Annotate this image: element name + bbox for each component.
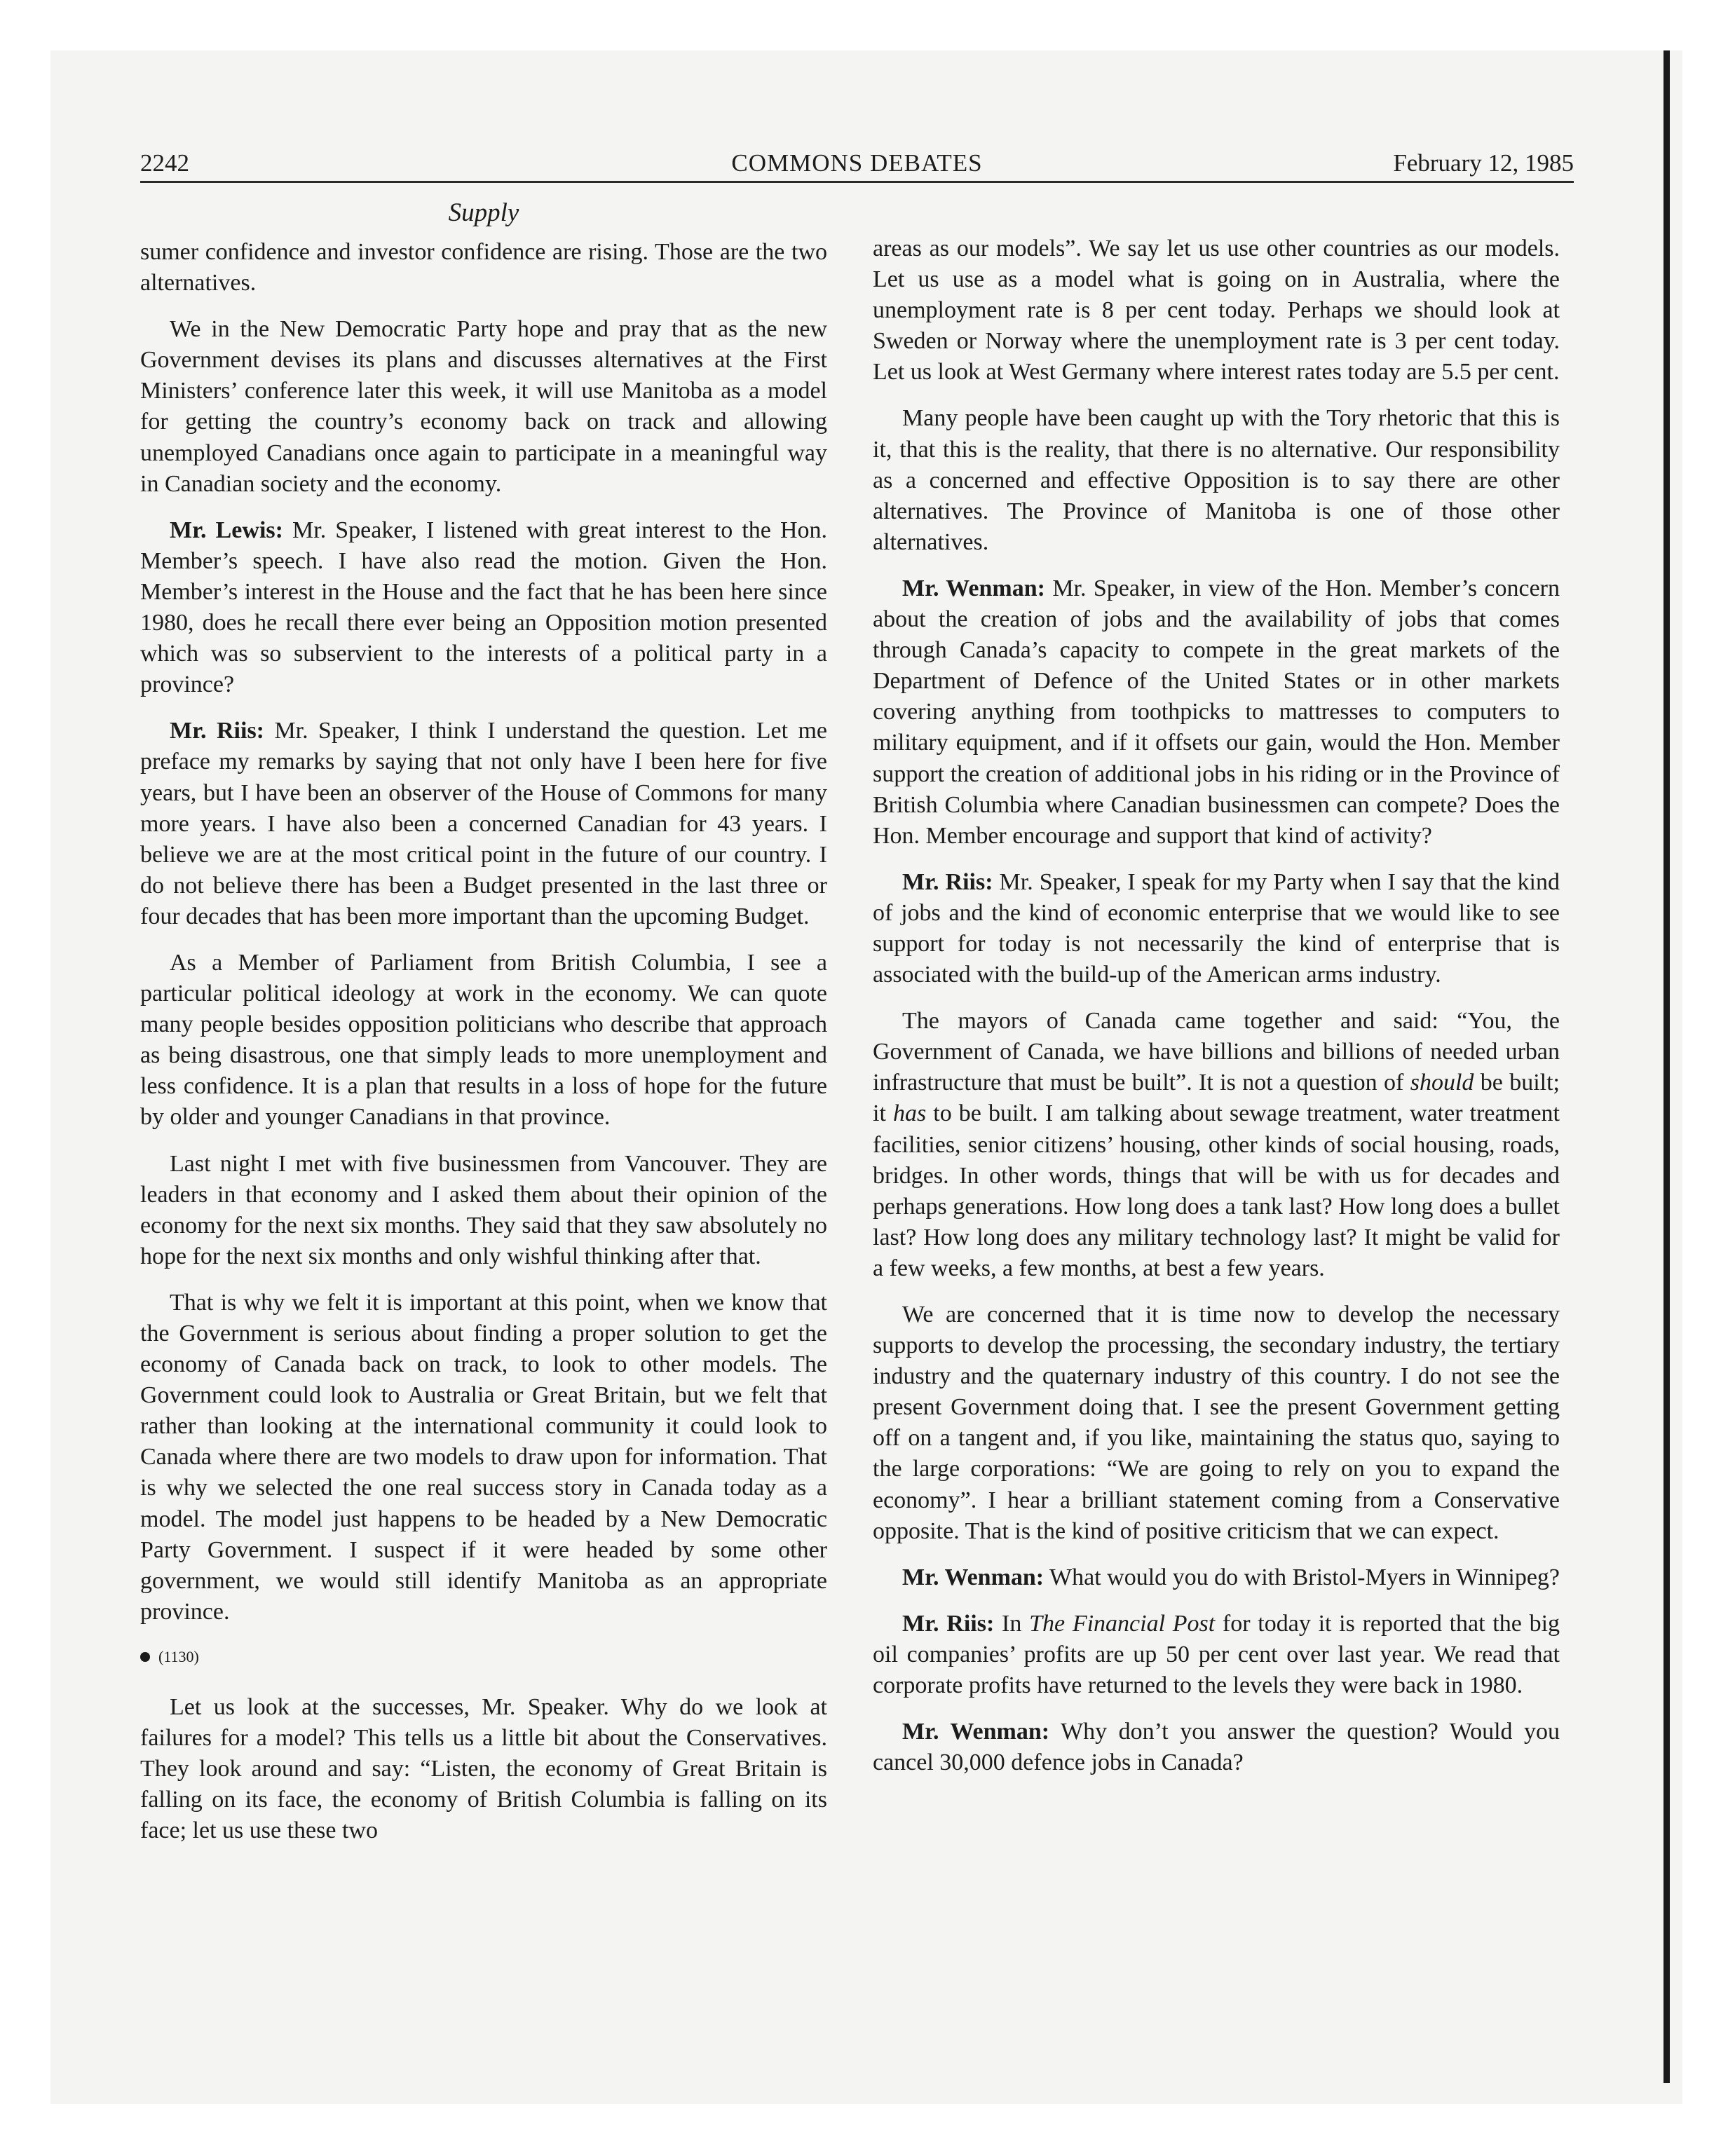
scan-edge-shadow xyxy=(1663,50,1670,2083)
header-rule xyxy=(140,181,1574,183)
text-run: The mayors of Canada came together and said: “You, the Government of Canada, we have billions and billions of needed urban infrastructure that must be built”. It is not a question of xyxy=(873,1008,1560,1096)
speech-text: Why don’t you answer the question? Would you cancel 30,000 defence jobs in Canada? xyxy=(873,1719,1560,1776)
speech-paragraph xyxy=(140,515,827,701)
speech-paragraph xyxy=(873,573,1560,852)
paragraph: As a Member of Parliament from British Columbia, I see a particular political ideology at work in the economy. We can quote many people besides opposition politicians who describe that approach as being disastrous, one that simply leads to more unemployment and less confidence. It is a plan that results in a loss of hope for the future by older and younger Canadians in that province. xyxy=(140,949,827,1131)
speech-text: Mr. Speaker, I listened with great interest to the Hon. Member’s speech. I have also read the motion. Given the Hon. Member’s interest in the House and the fact that he has been here since 1980, does he recall there ever being an Opposition motion presented which was so subservient to the interests of a political party in a province? xyxy=(140,517,828,698)
paragraph: We in the New Democratic Party hope and pray that as the new Government devises its plans and discusses alternatives at the First Ministers’ conference later this week, it will use Manitoba as a model for getting the country’s economy back on track and allowing unemployed Canadians once again to participate in a meaningful way in Canadian society and the economy. xyxy=(140,316,827,497)
paragraph: sumer confidence and investor confidence are rising. Those are the two alternatives. xyxy=(140,239,827,296)
speaker-name: Mr. Wenman: xyxy=(902,1719,1050,1745)
paragraph: areas as our models”. We say let us use other countries as our models. Let us use as a model what is going on in Australia, where the unemployment rate is 8 per cent today. Perhaps we should look at Sweden or Norway where the unemployment rate is 3 per cent today. Let us look at West Germany where interest rates today are 5.5 per cent. xyxy=(873,236,1560,386)
speech-paragraph xyxy=(873,1717,1560,1778)
left-column xyxy=(140,237,827,1862)
speech-paragraph xyxy=(140,716,827,932)
speech-paragraph xyxy=(873,1562,1560,1593)
paragraph: Last night I met with five businessmen from Vancouver. They are leaders in that economy and I asked them about their opinion of the economy for the next six months. They said that they saw absolutely no hope for the next six months and only wishful thinking after that. xyxy=(140,1150,827,1269)
page-number: 2242 xyxy=(140,149,189,177)
emphasis: has xyxy=(892,1100,927,1127)
text-run: to be built. I am talking about sewage treatment, water treatment facilities, senior citizens’ housing, other kinds of social housing, roads, bridges. In other words, things that will be with us for decades and perhaps generations. How long does a tank last? How long does a bullet last? How long does any military technology last? It might be valid for a few weeks, a few months, at best a few years. xyxy=(873,1100,1560,1281)
bullet-icon xyxy=(140,1652,150,1662)
page-header xyxy=(140,142,1574,184)
header-date: February 12, 1985 xyxy=(1393,149,1574,177)
section-heading: Supply xyxy=(448,198,519,227)
publication-name: The Financial Post xyxy=(1029,1610,1216,1637)
paragraph: Many people have been caught up with the Tory rhetoric that this is it, that this is the reality, that there is no alternative. Our responsibility as a concerned and effective Opposition is to say there are other alternatives. The Province of Manitoba is one of those other alternatives. xyxy=(873,405,1560,555)
speech-text: What would you do with Bristol-Myers in Winnipeg? xyxy=(1049,1564,1560,1590)
timestamp: (1130) xyxy=(158,1647,199,1665)
speaker-name: Mr. Riis: xyxy=(902,868,993,895)
speaker-name: Mr. Riis: xyxy=(170,718,264,744)
right-column xyxy=(873,233,1560,1794)
speaker-name: Mr. Lewis: xyxy=(170,517,283,543)
paragraph xyxy=(873,1006,1560,1284)
paragraph: Let us look at the successes, Mr. Speaker. Why do we look at failures for a model? This tells us a little bit about the Conservatives. They look around and say: “Listen, the economy of Great Britain is falling on its face, the economy of British Columbia is falling on its face; let us use these two xyxy=(140,1693,827,1844)
text-run: In xyxy=(1002,1610,1030,1637)
publication-title: COMMONS DEBATES xyxy=(731,149,983,177)
text-run: be built; it xyxy=(873,1070,1560,1127)
speech-text: Mr. Speaker, I speak for my Party when I say that the kind of jobs and the kind of economic enterprise that we would like to see support for today is not necessarily the kind of enterprise that is associated with the build-up of the American arms industry. xyxy=(873,868,1560,988)
paragraph: That is why we felt it is important at this point, when we know that the Government is serious about finding a proper solution to get the economy of Canada back on track, to look to other models. The Government could look to Australia or Great Britain, but we felt that rather than looking at the international community it could look to Canada where there are two models to draw upon for information. That is why we selected the one real success story in Canada today as a model. The model just happens to be headed by a New Democratic Party Government. I suspect if it were headed by some other government, we would still identify Manitoba as an appropriate province. xyxy=(140,1289,827,1625)
timestamp-marker xyxy=(140,1643,827,1671)
speech-text: Mr. Speaker, I think I understand the question. Let me preface my remarks by saying that not only have I been here for five years, but I have been an observer of the House of Commons for many more years. I have also been a concerned Canadian for 43 years. I believe we are at the most critical point in the future of our country. I do not believe there has been a Budget presented in the last three or four decades that has been more important than the upcoming Budget. xyxy=(140,718,827,929)
speech-paragraph xyxy=(873,867,1560,990)
paragraph: We are concerned that it is time now to develop the necessary supports to develop the processing, the secondary industry, the tertiary industry and the quaternary industry of this country. I do not see the present Government doing that. I see the present Government getting off on a tangent and, if you like, maintaining the status quo, saying to the large corporations: “We are going to rely on you to expand the economy”. I hear a brilliant statement coming from a Conservative opposite. That is the kind of positive criticism that we can expect. xyxy=(873,1302,1560,1544)
speaker-name: Mr. Wenman: xyxy=(902,575,1045,601)
emphasis: should xyxy=(1410,1070,1474,1096)
text-run: for today it is reported that the big oil companies’ profits are up 50 per cent over last year. We read that corporate profits have returned to the levels they were back in 1980. xyxy=(873,1610,1560,1699)
speech-paragraph xyxy=(873,1609,1560,1701)
speaker-name: Mr. Riis: xyxy=(902,1610,995,1637)
speech-text: Mr. Speaker, in view of the Hon. Member’s concern about the creation of jobs and the availability of jobs that comes through Canada’s capacity to compete in the great markets of the Department of Defence of the United States or in other markets covering anything from toothpicks to mattresses to computers to military equipment, and if it offsets our gain, would the Hon. Member support the creation of additional jobs in his riding or in the Province of British Columbia where Canadian businessmen can compete? Does the Hon. Member encourage and support that kind of activity? xyxy=(873,575,1560,849)
speaker-name: Mr. Wenman: xyxy=(902,1564,1045,1590)
